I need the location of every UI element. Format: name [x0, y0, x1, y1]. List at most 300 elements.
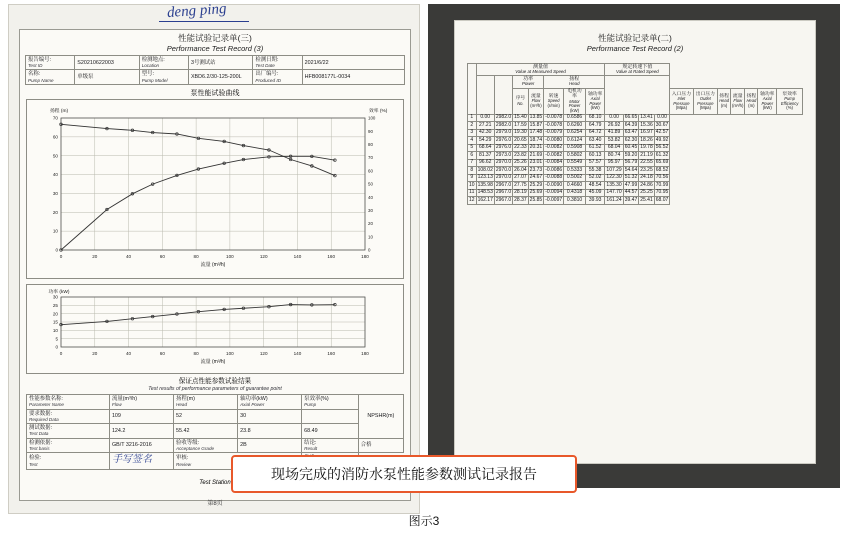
svg-text:50: 50: [52, 153, 58, 159]
table-cell: 27.07: [514, 174, 527, 181]
table-cell: 44.57: [624, 189, 638, 196]
svg-text:30: 30: [368, 207, 373, 213]
table-cell: 21.69: [529, 151, 543, 158]
table-cell: 66.65: [624, 114, 638, 121]
table-cell: 45.09: [585, 189, 605, 197]
required-pump-eff: [302, 409, 359, 423]
table-cell: 26.04: [514, 166, 527, 173]
table-cell: -0.0078: [545, 114, 563, 121]
label-test-date-en: Test Date: [255, 63, 275, 69]
svg-text:60: 60: [159, 253, 165, 259]
table-cell: 21.19: [640, 151, 653, 158]
label-test-data-cn: 测试数据:: [29, 425, 53, 432]
table-cell: 68.07: [655, 196, 669, 203]
col-flow-en: Flow: [111, 402, 122, 408]
label-required-data-cn: 要求数据:: [29, 410, 53, 417]
svg-text:30: 30: [52, 190, 58, 196]
label-pump-name-cn: 名称:: [28, 71, 41, 78]
svg-text:功率 (kW): 功率 (kW): [48, 289, 70, 295]
table-cell: 25.85: [529, 196, 543, 203]
table-cell: 162.17: [477, 196, 493, 203]
table-cell: 56.52: [655, 144, 669, 151]
svg-text:10: 10: [52, 228, 58, 234]
measured-values-table: [467, 63, 803, 205]
svg-text:40: 40: [52, 172, 58, 178]
table-cell: 56.79: [624, 159, 638, 166]
table-cell: 16.97: [640, 129, 653, 136]
table-cell: 25.25: [640, 189, 653, 196]
left-test-record-sheet: [8, 0, 420, 514]
table-cell: 2: [468, 122, 477, 130]
table-cell: 0.5549: [564, 159, 586, 167]
col-no-header: [468, 64, 477, 115]
table-cell: 135.98: [477, 181, 493, 188]
label-test-basis-en: Test basis: [29, 445, 50, 451]
table-row: [468, 159, 803, 167]
table-cell: 60.45: [624, 144, 638, 151]
value-test-id: S20210622003: [75, 56, 139, 70]
table-cell: 28.37: [514, 196, 527, 203]
measured-head: 55.42: [174, 424, 238, 438]
col-head-cn: 扬程(m): [176, 396, 195, 403]
table-cell: 63.47: [624, 129, 638, 136]
table-cell: 47.99: [624, 181, 638, 188]
guarantee-title-cn: 保证点性能参数试验结果: [178, 377, 252, 385]
svg-text:20: 20: [52, 209, 58, 215]
left-info-table: [25, 55, 405, 85]
table-cell: 25.26: [514, 159, 527, 166]
spacer-rated: [605, 76, 670, 115]
table-cell: 70.99: [655, 181, 669, 188]
table-cell: 70.56: [655, 174, 669, 181]
table-cell: 2970.0: [495, 174, 512, 181]
table-cell: 11: [469, 189, 475, 196]
label-inspector-cn: 检验:: [29, 455, 42, 462]
table-cell: 13.41: [640, 114, 653, 121]
svg-text:120: 120: [259, 253, 268, 259]
table-cell: 48.54: [585, 182, 605, 190]
table-cell: 2982.0: [495, 121, 512, 128]
table-row: [26, 56, 405, 70]
table-cell: -0.0086: [545, 166, 563, 173]
svg-text:80: 80: [368, 141, 373, 147]
head-efficiency-chart: [26, 99, 404, 279]
left-sheet-title: [20, 33, 410, 53]
label-pump-name-en: Pump Name: [28, 77, 54, 83]
svg-text:10: 10: [52, 327, 58, 333]
table-cell: 2970.0: [495, 159, 512, 166]
label-parameter-name-cn: 性能参数名称:: [29, 396, 63, 403]
col-pump-eff-cn: 泵效率(%): [304, 396, 329, 403]
table-cell: 7: [468, 159, 477, 167]
table-cell: 123.13: [477, 174, 493, 181]
svg-text:0: 0: [55, 344, 58, 350]
table-cell: 2967.0: [495, 189, 512, 196]
table-cell: 26.92: [605, 122, 623, 130]
table-cell: 59.20: [624, 151, 638, 158]
table-cell: 68.10: [585, 114, 605, 122]
svg-text:0: 0: [59, 253, 63, 259]
table-cell: 135.30: [606, 181, 622, 188]
table-cell: 49.92: [655, 136, 669, 143]
svg-text:90: 90: [368, 128, 373, 134]
column-header: 流量 Flow (m³/h): [731, 88, 745, 114]
svg-text:160: 160: [327, 253, 336, 259]
table-cell: 52.02: [585, 174, 605, 182]
table-cell: 68.04: [605, 144, 623, 152]
table-cell: 122.30: [606, 174, 622, 181]
svg-text:60: 60: [52, 134, 58, 140]
table-cell: 80.74: [605, 152, 623, 160]
table-cell: 19.30: [514, 129, 527, 136]
table-cell: 0.00: [654, 114, 670, 122]
table-cell: 0.6254: [564, 129, 586, 137]
table-cell: 15.87: [529, 121, 543, 128]
table-cell: 15.40: [514, 114, 527, 121]
table-cell: 54.29: [476, 137, 494, 145]
column-header: 轴功率 Axial Power (kW): [585, 88, 605, 114]
table-cell: 54.64: [624, 166, 638, 173]
table-cell: 0.6124: [564, 137, 586, 145]
table-cell: 24.86: [640, 181, 653, 188]
table-cell: -0.0082: [545, 151, 563, 158]
value-grade: 2B: [238, 438, 302, 452]
table-row: [468, 122, 803, 130]
table-row: [468, 76, 803, 88]
table-cell: 0.00: [605, 114, 623, 122]
label-location-en: Location: [141, 63, 160, 69]
measured-pump-eff: 68.49: [302, 424, 359, 438]
table-row: [468, 137, 803, 145]
table-cell: 2979.0: [495, 129, 512, 136]
table-cell: 23.73: [529, 166, 543, 173]
table-row: [26, 70, 405, 84]
svg-text:20: 20: [92, 350, 98, 356]
table-cell: -0.0078: [545, 121, 563, 128]
figure-caption: 图示3: [408, 514, 440, 528]
col-npshr: NPSHR(m): [367, 413, 395, 420]
table-cell: 0.6586: [564, 114, 586, 122]
right-sheet-title: [455, 33, 815, 53]
table-cell: 42.57: [655, 129, 669, 136]
spacer-flow: [476, 76, 494, 115]
column-header: 电机功率 Motor Power (kW): [564, 88, 586, 114]
table-cell: 0.4318: [564, 189, 586, 197]
table-cell: 22.33: [514, 144, 527, 151]
curve-chart-title: 泵性能试验曲线: [190, 89, 240, 97]
table-cell: 2982.0: [495, 114, 512, 121]
svg-text:0: 0: [368, 247, 371, 253]
svg-text:140: 140: [293, 253, 302, 259]
label-review-cn: 审核:: [176, 455, 189, 462]
table-cell: 20.31: [529, 144, 543, 151]
column-header: 流量 Flow (m³/h): [528, 88, 544, 114]
svg-text:流量 (m³/h): 流量 (m³/h): [200, 261, 226, 268]
table-cell: 22.55: [640, 159, 653, 166]
value-produced-id: HFB008177L-0034: [302, 70, 404, 84]
svg-text:0: 0: [55, 247, 58, 253]
table-cell: 107.29: [606, 166, 622, 173]
table-cell: 51.32: [624, 174, 638, 181]
value-pump-model: XBD6.2/30-125-200L: [188, 70, 252, 84]
svg-text:40: 40: [368, 194, 373, 200]
table-row: [468, 144, 803, 152]
left-sheet-paper: [19, 29, 411, 508]
table-cell: 25.69: [529, 189, 543, 196]
table-row: [468, 174, 803, 182]
table-cell: 42.30: [476, 129, 494, 137]
table-cell: 24.18: [640, 174, 653, 181]
table-cell: 108.02: [477, 166, 493, 173]
table-cell: 61.52: [585, 144, 605, 152]
table-cell: 4: [468, 137, 477, 145]
table-cell: 0.00: [476, 114, 494, 122]
label-pump-model-en: Pump Model: [141, 77, 168, 83]
table-row: [468, 167, 803, 175]
label-location-cn: 检测地点:: [141, 57, 165, 63]
table-cell: 39.47: [624, 196, 638, 203]
table-row: [468, 189, 803, 197]
label-grade-cn: 验收等级:: [176, 439, 200, 446]
svg-text:0: 0: [59, 350, 63, 356]
label-review-en: Review: [176, 461, 192, 467]
measured-axial-power: 23.8: [238, 424, 302, 438]
spacer-speed: [494, 76, 512, 115]
column-header: 泵效率 Pump Efficiency (%): [777, 88, 803, 114]
label-test-id-cn: 报告编号:: [28, 57, 52, 63]
subgroup-head: 扬程 Head: [544, 76, 605, 88]
table-cell: 65.69: [655, 159, 669, 166]
group-header-rated: 规定转速下值 Value at Rated Speed: [605, 64, 670, 76]
table-cell: 0.5002: [564, 174, 586, 182]
table-cell: 17.48: [529, 129, 543, 136]
table-cell: 81.37: [476, 152, 494, 160]
table-cell: 0.5802: [564, 152, 586, 160]
column-header: 序号 No.: [513, 88, 529, 114]
table-row: [468, 129, 803, 137]
col-pump-eff-en: Pump: [304, 402, 317, 408]
svg-text:60: 60: [159, 350, 165, 356]
table-cell: 53.82: [605, 137, 623, 145]
inspector-signature-cell: [109, 453, 173, 470]
table-cell: 63.40: [585, 137, 605, 145]
table-cell: 27.75: [514, 181, 527, 188]
svg-text:40: 40: [125, 350, 132, 356]
table-cell: -0.0084: [545, 159, 563, 166]
value-location: 3号测试站: [188, 56, 252, 70]
label-test-id-en: Test ID: [28, 63, 43, 69]
table-cell: 2976.0: [495, 136, 512, 143]
table-cell: 8: [468, 167, 477, 175]
table-cell: 148.53: [477, 189, 493, 196]
table-row: [27, 438, 404, 452]
svg-text:5: 5: [55, 336, 58, 342]
head-efficiency-chart-svg: [27, 100, 403, 278]
left-title-en: Performance Test Record (3): [166, 43, 264, 53]
table-cell: 19.78: [640, 144, 653, 151]
table-cell: 17.59: [514, 121, 527, 128]
table-cell: 20.65: [514, 136, 527, 143]
right-title-cn: 性能试验记录单(二): [598, 33, 672, 43]
svg-text:15: 15: [52, 319, 58, 325]
col-flow-cn: 流量(m³/h): [111, 396, 138, 403]
table-cell: 30.67: [655, 121, 669, 128]
col-head-en: Head: [176, 402, 187, 408]
column-header: 扬程 Head (m): [745, 88, 758, 114]
svg-text:180: 180: [361, 253, 369, 259]
table-cell: 2967.0: [495, 196, 512, 203]
col-axial-power-en: Axial Power: [240, 402, 265, 408]
table-cell: 0.5908: [564, 144, 586, 152]
table-row: [468, 197, 803, 205]
table-cell: 64.39: [624, 121, 638, 128]
table-cell: 3: [468, 129, 477, 137]
table-cell: 2973.0: [495, 151, 512, 158]
label-parameter-name-en: Parameter Name: [29, 402, 64, 408]
required-head: 52: [174, 409, 238, 423]
table-cell: 61.32: [655, 151, 669, 158]
left-sheet-footer-page: 第8页: [207, 501, 223, 508]
table-cell: -0.0080: [545, 136, 563, 143]
svg-text:140: 140: [293, 350, 302, 356]
table-row: [468, 152, 803, 160]
svg-text:180: 180: [361, 350, 369, 356]
value-test-basis: GB/T 3216-2016: [109, 438, 173, 452]
left-sheet-footer-station: Test Station: [199, 480, 231, 487]
table-cell: 23.25: [640, 166, 653, 173]
table-cell: 15.36: [640, 121, 653, 128]
power-chart: [26, 284, 404, 374]
table-cell: -0.0088: [545, 174, 563, 181]
svg-text:20: 20: [368, 221, 373, 227]
table-cell: 9: [468, 174, 477, 182]
table-cell: 60.13: [585, 152, 605, 160]
svg-text:流量 (m³/h): 流量 (m³/h): [200, 358, 226, 365]
subgroup-power: 功率 Power: [513, 76, 544, 88]
label-produced-id-cn: 出厂编号:: [255, 71, 279, 78]
table-row: [27, 424, 404, 438]
svg-text:50: 50: [368, 181, 373, 187]
table-cell: -0.0097: [545, 196, 563, 203]
table-cell: 161.24: [606, 196, 622, 203]
table-row: [468, 64, 803, 76]
table-cell: -0.0094: [545, 189, 563, 196]
power-chart-svg: [27, 285, 403, 373]
label-produced-id-en: Produced ID: [255, 77, 281, 83]
table-cell: 2976.0: [495, 144, 512, 151]
table-row: [27, 409, 404, 423]
column-header: 出口压力 Outlet Pressure (Mpa): [693, 88, 718, 114]
table-cell: 147.70: [606, 189, 622, 196]
required-axial-power: 30: [238, 409, 302, 423]
report-banner: [231, 455, 577, 493]
table-cell: 64.79: [585, 122, 605, 130]
table-cell: 13.85: [529, 114, 543, 121]
value-conclusion: 合格: [358, 438, 403, 452]
col-axial-power-cn: 轴功率(kW): [240, 396, 268, 403]
table-cell: 2970.0: [495, 166, 512, 173]
handwriting-underline: [159, 21, 249, 22]
report-banner-text: 现场完成的消防水泵性能参数测试记录报告: [271, 466, 537, 482]
table-cell: 68.52: [655, 166, 669, 173]
table-cell: 5: [468, 144, 477, 152]
table-cell: 0.5333: [564, 167, 586, 175]
table-cell: 10: [469, 181, 475, 188]
measured-flow: 124.2: [109, 424, 173, 438]
table-cell: 55.38: [585, 167, 605, 175]
table-cell: 96.62: [476, 159, 494, 167]
column-header: 扬程 Head (m): [718, 88, 731, 114]
table-cell: 25.29: [529, 181, 543, 188]
table-cell: 25.41: [640, 196, 653, 203]
value-pump-name: 单级泵: [75, 70, 139, 84]
inspector-signature: 手写签名: [111, 454, 152, 466]
right-sheet-paper: [454, 20, 816, 464]
table-cell: 95.97: [605, 159, 623, 167]
table-cell: 41.89: [605, 129, 623, 137]
guarantee-title-en: Test results of performance parameters of guarantee point: [148, 385, 282, 392]
label-pump-model-cn: 型号:: [141, 71, 154, 78]
svg-text:40: 40: [125, 253, 132, 259]
table-cell: -0.0079: [545, 129, 563, 136]
table-cell: 2967.0: [495, 181, 512, 188]
svg-text:70: 70: [368, 155, 373, 161]
label-test-basis-cn: 检测依据:: [29, 439, 53, 446]
column-header: 转速 Speed (r/min): [544, 88, 564, 114]
table-row: [468, 182, 803, 190]
table-cell: 18.26: [640, 136, 653, 143]
svg-text:80: 80: [193, 253, 199, 259]
label-inspector-en: Test: [29, 461, 38, 467]
table-cell: 23.82: [514, 151, 527, 158]
svg-text:80: 80: [193, 350, 199, 356]
svg-text:100: 100: [368, 115, 376, 121]
table-cell: 12: [469, 196, 475, 203]
group-header-measured: 测量值 Value at Measured Speed: [476, 64, 605, 76]
svg-text:20: 20: [92, 253, 98, 259]
svg-text:20: 20: [52, 311, 58, 317]
table-cell: 28.19: [514, 189, 527, 196]
table-cell: 0.6260: [564, 122, 586, 130]
svg-text:100: 100: [226, 253, 234, 259]
table-cell: 23.01: [529, 159, 543, 166]
column-header: 入口压力 Inlet Pressure (Mpa): [670, 88, 693, 114]
svg-text:25: 25: [52, 302, 58, 308]
table-cell: 0.4660: [564, 182, 586, 190]
table-cell: 39.93: [585, 197, 605, 205]
guarantee-section-title: [20, 378, 410, 392]
table-cell: 70.95: [655, 189, 669, 196]
left-title-cn: 性能试验记录单(三): [178, 33, 252, 43]
svg-text:120: 120: [259, 350, 268, 356]
table-row: [27, 395, 404, 409]
svg-text:60: 60: [368, 168, 373, 174]
label-required-data-en: Required Data: [29, 416, 59, 422]
table-cell: 57.57: [585, 159, 605, 167]
svg-text:10: 10: [368, 234, 373, 240]
label-grade-en: Acceptance Grade: [176, 445, 215, 451]
svg-text:100: 100: [226, 350, 234, 356]
table-cell: 64.72: [585, 129, 605, 137]
table-row: [468, 114, 803, 122]
svg-text:扬程 (m): 扬程 (m): [49, 108, 69, 114]
right-title-en: Performance Test Record (2): [586, 43, 684, 53]
table-cell: 18.74: [529, 136, 543, 143]
table-cell: 27.21: [476, 122, 494, 130]
label-test-data-en: Test Data: [29, 431, 49, 437]
table-cell: 62.30: [624, 136, 638, 143]
handwritten-annotation-top: deng ping: [166, 0, 228, 22]
